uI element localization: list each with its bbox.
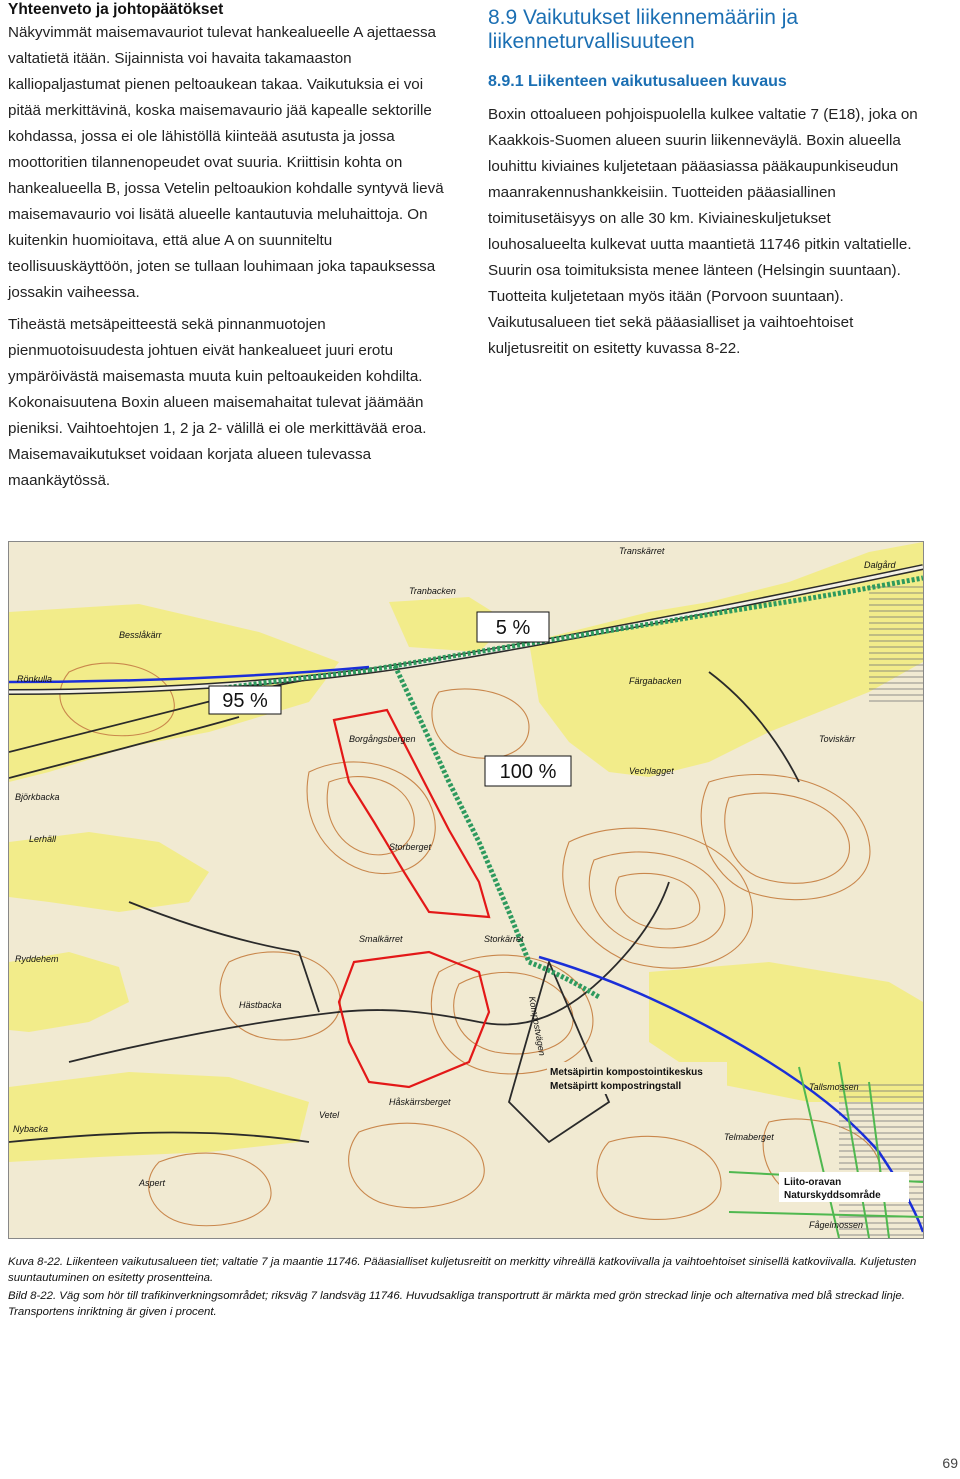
place-label: Vechlagget xyxy=(629,766,674,776)
place-label: Aspert xyxy=(139,1178,166,1188)
facility-label: Metsäpirtt kompostringstall xyxy=(550,1081,682,1092)
place-label: Björkbacka xyxy=(15,792,60,802)
facility-label: Naturskyddsområde xyxy=(784,1190,881,1201)
svg-text:100 %: 100 % xyxy=(499,761,557,783)
facility-label: Liito-oravan xyxy=(784,1177,842,1188)
section-title: Yhteenveto ja johtopäätökset xyxy=(8,1,224,18)
place-label: Telmaberget xyxy=(724,1132,774,1142)
caption-finnish: Kuva 8-22. Liikenteen vaikutusalueen tiet; valtatie 7 ja maantie 11746. Pääasialliset kuljetusreitit on merkitty vihreällä katkoviivalla ja vaihtoehtoiset sinisellä katkoviivalla. Kuljetusten suuntautuminen on esitetty prosentteina. xyxy=(8,1256,917,1284)
place-label: Kompostvägen xyxy=(527,995,548,1057)
place-label: Toviskärr xyxy=(819,734,856,744)
place-label: Storberget xyxy=(389,842,432,852)
svg-text:5 %: 5 % xyxy=(495,617,531,639)
facility-label: Metsäpirtin kompostointikeskus xyxy=(550,1067,703,1078)
summary-paragraph-1: Näkyvimmät maisemavauriot tulevat hankealueelle A ajettaessa valtatietä itään. Sijainnista voi havaita takamaaston kalliopaljastumat pienen peltoaukean takaa. Vaikutuksia ei voi pitää merkittävinä, koska maisemavaurio jää kapealle sektorille kohdassa, jossa ei ole lähistöllä kiinteää asutusta ja jossa moottoritien tilannenopeudet ovat suuria. Kriittisin kohta on hankealueella B, jossa Vetelin peltoaukion kohdalle syntyvä lievä maisemavaurio voi lisätä alueelle kantautuvia meluhaittoja. On kuitenkin huomioitava, että alue A on suunniteltu teollisuuskäyttöön, joten se tullaan louhimaan joka tapauksessa jossakin vaiheessa. xyxy=(8,24,444,301)
place-label: Storkärret xyxy=(484,934,524,944)
place-label: Borgångsbergen xyxy=(349,734,416,744)
pct-box-100 xyxy=(485,756,571,786)
figure-caption xyxy=(8,1254,922,1322)
traffic-map xyxy=(8,541,924,1239)
place-label: Transkärret xyxy=(619,546,665,556)
left-column xyxy=(8,0,444,500)
right-column xyxy=(488,0,932,368)
pct-box-5 xyxy=(477,612,549,642)
subchapter-heading: 8.9.1 Liikenteen vaikutusalueen kuvaus xyxy=(488,73,787,90)
place-label: Smalkärret xyxy=(359,934,403,944)
place-label: Lerhäll xyxy=(29,834,57,844)
hatched-area xyxy=(869,582,923,702)
place-label: Dalgård xyxy=(864,560,896,570)
place-label: Vetel xyxy=(319,1110,340,1120)
caption-swedish: Bild 8-22. Väg som hör till trafikinverkningsområdet; riksväg 7 landsväg 11746. Huvudsakliga transportrutt är märkta med grön streckad linje och alternativa med blå streckad linje. Transportens inriktning är given i procent. xyxy=(8,1290,905,1318)
place-label: Tranbacken xyxy=(409,586,456,596)
place-label: Rönkulla xyxy=(17,674,53,684)
summary-paragraph-2: Tiheästä metsäpeitteestä sekä pinnanmuotojen pienmuotoisuudesta johtuen eivät hankealueet juuri erotu ympäröivästä maisemasta muuta kuin peltoaukeiden kohdilta. Kokonaisuutena Boxin alueen maisemahaitat tulevat jäämään pieniksi. Vaihtoehtojen 1, 2 ja 2- välillä ei ole merkittävää eroa. Maisemavaikutukset voidaan korjata alueen tulevassa maankäytössä. xyxy=(8,316,427,489)
place-label: Nybacka xyxy=(13,1124,49,1134)
place-label: Ryddehem xyxy=(15,954,59,964)
svg-text:95 %: 95 % xyxy=(222,690,268,712)
place-label: Håskärrsberget xyxy=(389,1097,451,1107)
traffic-paragraph: Boxin ottoalueen pohjoispuolella kulkee valtatie 7 (E18), joka on Kaakkois-Suomen alueen suurin liikenneväylä. Boxin alueella louhittu kiviaines kuljetetaan pääasiassa pääkaupunkiseudun maanrakennushankkeisiin. Tuotteiden pääasiallinen toimitusetäisyys on alle 30 km. Kiviaineskuljetukset louhosalueelta kulkevat uutta maantietä 11746 pitkin valtatielle. Suurin osa toimituksista menee länteen (Helsingin suuntaan). Tuotteita kuljetetaan myös itään (Porvoon suuntaan). Vaikutusalueen tiet sekä pääasialliset ja vaihtoehtoiset kuljetusreitit on esitetty kuvassa 8-22. xyxy=(488,106,918,357)
place-label: Tallsmossen xyxy=(809,1082,859,1092)
place-label: Fågelmossen xyxy=(809,1220,864,1230)
place-label: Besslåkärr xyxy=(119,630,162,640)
place-label: Hästbacka xyxy=(239,1000,282,1010)
place-label: Färgabacken xyxy=(629,676,682,686)
page-number: 69 xyxy=(942,1455,958,1471)
chapter-heading: 8.9 Vaikutukset liikennemääriin ja liikenneturvallisuuteen xyxy=(488,6,799,53)
pct-box-95 xyxy=(209,686,281,714)
